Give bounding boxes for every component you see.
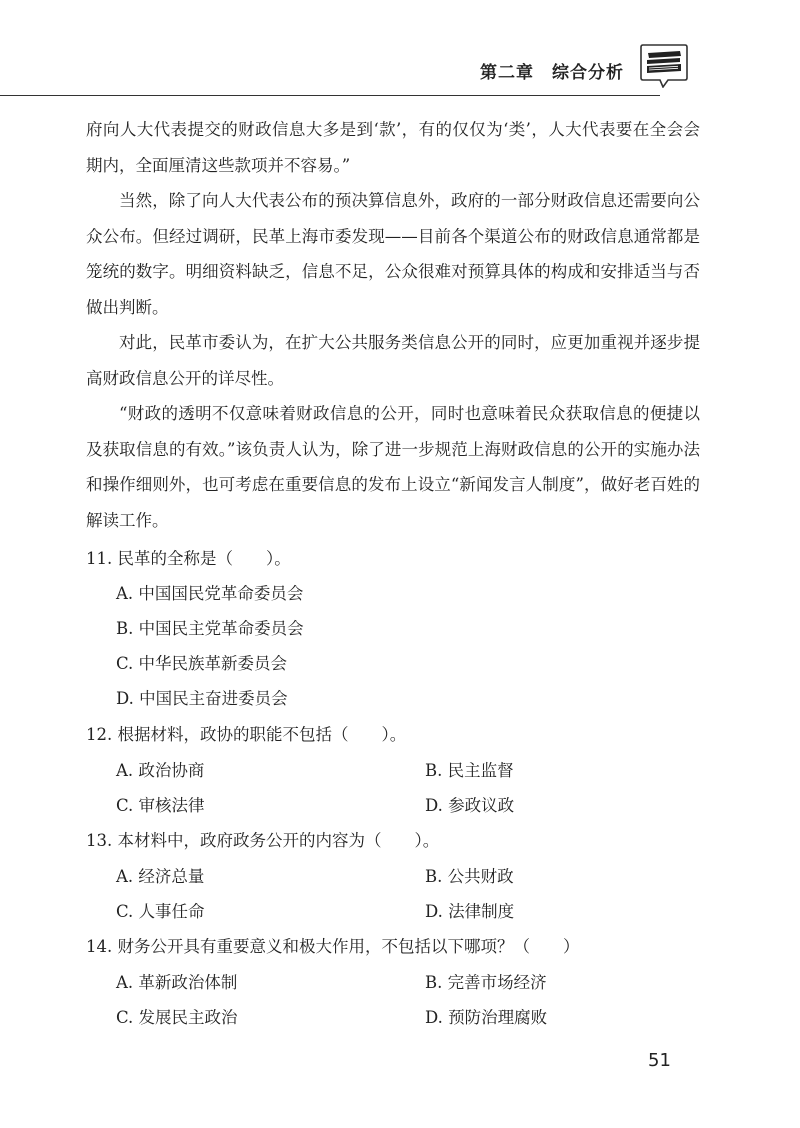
- option: B. 公共财政: [425, 867, 514, 886]
- chapter-number: 第二章: [480, 63, 534, 83]
- question-stem: 14. 财务公开具有重要意义和极大作用，不包括以下哪项？（ ）: [86, 937, 580, 956]
- option: D. 法律制度: [425, 902, 515, 921]
- chapter-title: [480, 58, 624, 83]
- question-stem: 12. 根据材料，政协的职能不包括（ ）。: [86, 725, 407, 744]
- option: B. 中国民主党革命委员会: [116, 619, 304, 638]
- stacked-books-icon: [639, 44, 689, 88]
- paragraph: 当然，除了向人大代表公布的预决算信息外，政府的一部分财政信息还需要向公众公布。但经过调研，民革上海市委发现——目前各个渠道公布的财政信息通常都是笼统的数字。明细资料缺乏，信息不足，公众很难对预算具体的构成和安排适当与否做出判断。: [86, 191, 700, 317]
- option: D. 参政议政: [425, 796, 515, 815]
- paragraph: 府向人大代表提交的财政信息大多是到‘款’，有的仅仅为‘类’，人大代表要在全会会期内，全面厘清这些款项并不容易。”: [86, 120, 700, 175]
- paragraph: 对此，民革市委认为，在扩大公共服务类信息公开的同时，应更加重视并逐步提高财政信息公开的详尽性。: [86, 333, 700, 388]
- option: C. 人事任命: [116, 902, 205, 921]
- question-stem: 13. 本材料中，政府政务公开的内容为（ ）。: [86, 831, 440, 850]
- header-rule: [0, 95, 660, 96]
- paragraph: “财政的透明不仅意味着财政信息的公开，同时也意味着民众获取信息的便捷以及获取信息的有效。”该负责人认为，除了进一步规范上海财政信息的公开的实施办法和操作细则外，也可考虑在重要信息的发布上设立“新闻发言人制度”，做好老百姓的解读工作。: [86, 404, 700, 530]
- option: D. 中国民主奋进委员会: [116, 689, 288, 708]
- article-body: [86, 112, 700, 538]
- option: A. 中国国民党革命委员会: [116, 584, 304, 603]
- option: B. 民主监督: [425, 761, 514, 780]
- page-number: 51: [648, 1050, 671, 1071]
- option: C. 发展民主政治: [116, 1008, 238, 1027]
- question-stem: 11. 民革的全称是（ ）。: [86, 549, 291, 568]
- option: A. 政治协商: [116, 761, 205, 780]
- option: D. 预防治理腐败: [425, 1008, 548, 1027]
- chapter-section: 综合分析: [552, 63, 624, 83]
- option: A. 经济总量: [116, 867, 205, 886]
- option: A. 革新政治体制: [116, 973, 238, 992]
- page-header: [0, 0, 800, 110]
- option: B. 完善市场经济: [425, 973, 547, 992]
- option: C. 中华民族革新委员会: [116, 654, 288, 673]
- option: C. 审核法律: [116, 796, 205, 815]
